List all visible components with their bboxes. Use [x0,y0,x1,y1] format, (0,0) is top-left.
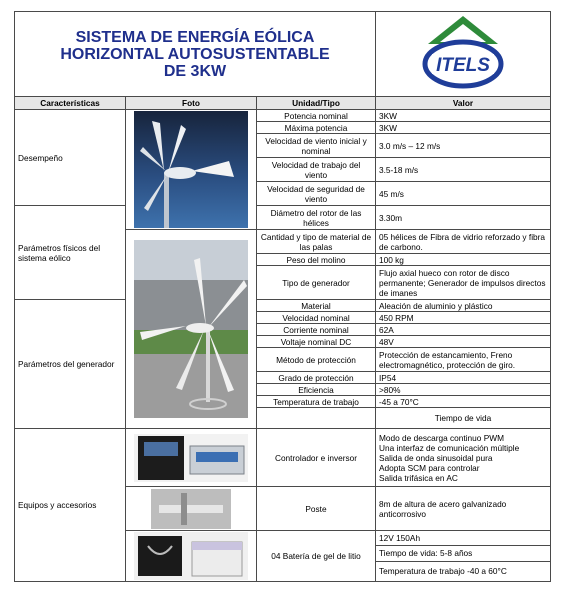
value-cell: Modo de descarga continuo PWM Una interfaz de comunicación múltiple Salida de onda sinusoidal pura Adopta SCM para controlar Salida trifásica en AC [376,429,551,487]
photo-controller-inverter [126,429,257,487]
photo-pole [126,487,257,531]
value-cell: 8m de altura de acero galvanizado anticorrosivo [376,487,551,531]
header-caracteristicas: Características [15,97,126,110]
header-unidad: Unidad/Tipo [257,97,376,110]
type-cell: Voltaje nominal DC [257,336,376,348]
pole-image [151,489,231,529]
photo-turbine-ground [126,230,257,429]
document-title: SISTEMA DE ENERGÍA EÓLICA HORIZONTAL AUTOSUSTENTABLE DE 3KW [60,28,330,80]
spec-table [14,11,551,582]
value-cell: 12V 150Ah [376,531,551,546]
photo-turbine-sky [126,110,257,230]
logo-cell [376,12,551,97]
itels-logo [418,14,508,92]
table-row [15,110,551,122]
type-cell: Grado de protección [257,372,376,384]
category-generador: Parámetros del generador [15,300,126,429]
value-cell: 48V [376,336,551,348]
value-cell: 3KW [376,122,551,134]
type-cell: Velocidad nominal [257,312,376,324]
title-row [15,12,551,97]
value-cell: 450 RPM [376,312,551,324]
type-cell: Peso del molino [257,254,376,266]
value-cell: 3KW [376,110,551,122]
header-foto: Foto [126,97,257,110]
type-cell: Poste [257,487,376,531]
table-row [15,429,551,487]
type-cell: Cantidad y tipo de material de las palas [257,230,376,254]
value-cell: 3.0 m/s – 12 m/s [376,134,551,158]
header-valor: Valor [376,97,551,110]
value-cell: 100 kg [376,254,551,266]
value-cell: Protección de estancamiento, Freno electromagnético, protección de giro. [376,348,551,372]
type-cell: Método de protección [257,348,376,372]
value-cell: 45 m/s [376,182,551,206]
value-cell: Flujo axial hueco con rotor de disco permanente; Generador de impulsos directos de imanes [376,266,551,300]
value-cell: Tiempo de vida: 5-8 años [376,546,551,561]
type-cell: 04 Batería de gel de litio [257,531,376,582]
value-cell: Aleación de aluminio y plástico [376,300,551,312]
logo-text: ITELS [436,55,490,76]
type-cell: Potencia nominal [257,110,376,122]
value-cell: 3.5-18 m/s [376,158,551,182]
type-cell: Velocidad de trabajo del viento [257,158,376,182]
type-cell: Velocidad de viento inicial y nominal [257,134,376,158]
wind-turbine-image [134,111,248,228]
value-cell: >80% [376,384,551,396]
type-cell: Temperatura de trabajo [257,396,376,408]
value-cell: 62A [376,324,551,336]
category-fisicos: Parámetros físicos del sistema eólico [15,206,126,300]
battery-image [134,532,248,580]
table-row [15,206,551,230]
value-cell: 05 hélices de Fibra de vidrio reforzado y fibra de carbono. [376,230,551,254]
type-cell: Diámetro del rotor de las hélices [257,206,376,230]
type-cell: Eficiencia [257,384,376,396]
type-cell: Corriente nominal [257,324,376,336]
table-row [15,300,551,312]
value-cell: 3.30m [376,206,551,230]
type-cell: Controlador e inversor [257,429,376,487]
value-cell: IP54 [376,372,551,384]
type-cell: Velocidad de seguridad de viento [257,182,376,206]
category-equipos: Equipos y accesorios [15,429,126,582]
value-cell: -45 a 70°C [376,396,551,408]
photo-battery [126,531,257,582]
type-cell: Tiempo de vida [376,408,551,429]
type-cell: Tipo de generador [257,266,376,300]
category-desempeno: Desempeño [15,110,126,206]
controller-inverter-image [134,434,248,482]
type-cell: Máxima potencia [257,122,376,134]
type-cell: Material [257,300,376,312]
value-cell: Temperatura de trabajo -40 a 60°C [376,561,551,581]
header-row [15,97,551,110]
wind-turbine-ground-image [134,240,248,418]
